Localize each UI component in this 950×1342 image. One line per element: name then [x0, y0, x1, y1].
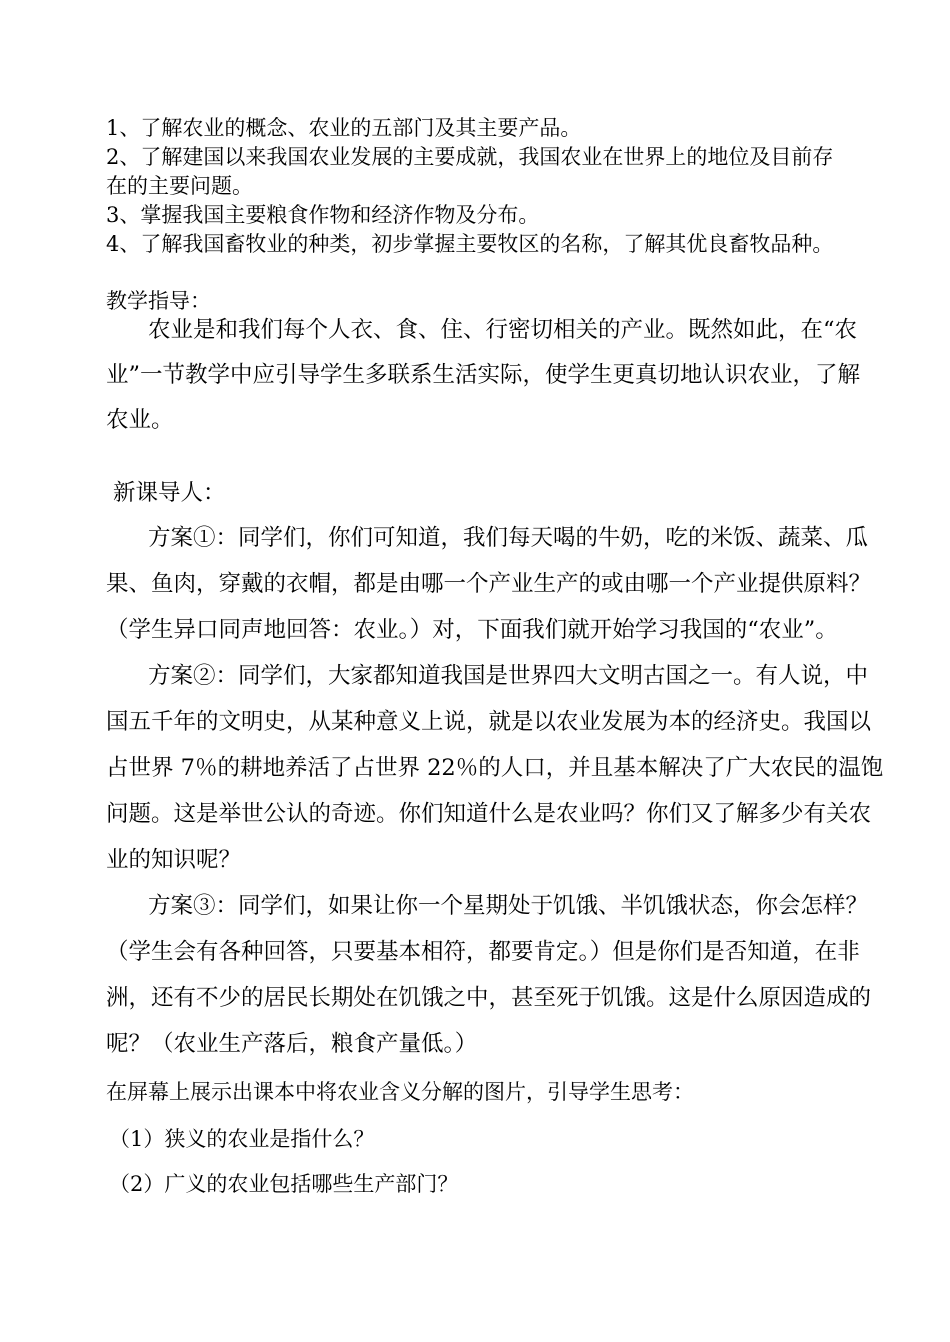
guidance-heading: 教学指导： — [106, 289, 211, 313]
plan3-line-3: 洲，还有不少的居民长期处在饥饿之中，甚至死于饥饿。这是什么原因造成的 — [106, 985, 872, 1011]
question-1: （1）狭义的农业是指什么？ — [109, 1127, 375, 1151]
plan2-line-2: 国五千年的文明史，从某种意义上说，就是以农业发展为本的经济史。我国以 — [106, 709, 872, 735]
plan3-line-4: 呢？（农业生产落后，粮食产量低。） — [106, 1031, 478, 1057]
objective-4: 4、了解我国畜牧业的种类，初步掌握主要牧区的名称，了解其优良畜牧品种。 — [106, 232, 834, 256]
question-2: （2）广义的农业包括哪些生产部门？ — [109, 1172, 459, 1196]
plan3-line-1: 方案③：同学们，如果让你一个星期处于饥饿、半饥饿状态，你会怎样？ — [148, 893, 869, 919]
guidance-line-2: 业”一节教学中应引导学生多联系生活实际，使学生更真切地认识农业，了解 — [106, 362, 861, 388]
objective-2-cont: 在的主要问题。 — [106, 174, 253, 198]
plan1-line-1: 方案①：同学们，你们可知道，我们每天喝的牛奶，吃的米饭、蔬菜、瓜 — [148, 525, 869, 551]
guidance-line-1: 农业是和我们每个人衣、食、住、行密切相关的产业。既然如此，在“农 — [148, 317, 858, 343]
plan2-line-1: 方案②：同学们，大家都知道我国是世界四大文明古国之一。有人说，中 — [148, 663, 869, 689]
guidance-line-3: 农业。 — [106, 407, 174, 433]
plan3-line-2: （学生会有各种回答，只要基本相符，都要肯定。）但是你们是否知道，在非 — [106, 939, 860, 965]
intro-heading: 新课导人： — [113, 480, 226, 506]
plan2-line-4: 问题。这是举世公认的奇迹。你们知道什么是农业吗？你们又了解多少有关农 — [106, 801, 872, 827]
plan2-line-5: 业的知识呢？ — [106, 847, 242, 873]
objective-3: 3、掌握我国主要粮食作物和经济作物及分布。 — [106, 203, 540, 227]
objective-1: 1、了解农业的概念、农业的五部门及其主要产品。 — [106, 116, 582, 140]
plan1-line-2: 果、鱼肉，穿戴的衣帽，都是由哪一个产业生产的或由哪一个产业提供原料？ — [106, 571, 872, 597]
screen-instruction: 在屏幕上展示出课本中将农业含义分解的图片，引导学生思考： — [106, 1080, 694, 1104]
objective-2: 2、了解建国以来我国农业发展的主要成就，我国农业在世界上的地位及目前存 — [106, 145, 834, 169]
plan2-line-3: 占世界 7％的耕地养活了占世界 22％的人口，并且基本解决了广大农民的温饱 — [106, 755, 884, 781]
plan1-line-3: （学生异口同声地回答：农业。）对，下面我们就开始学习我国的“农业”。 — [106, 617, 838, 643]
